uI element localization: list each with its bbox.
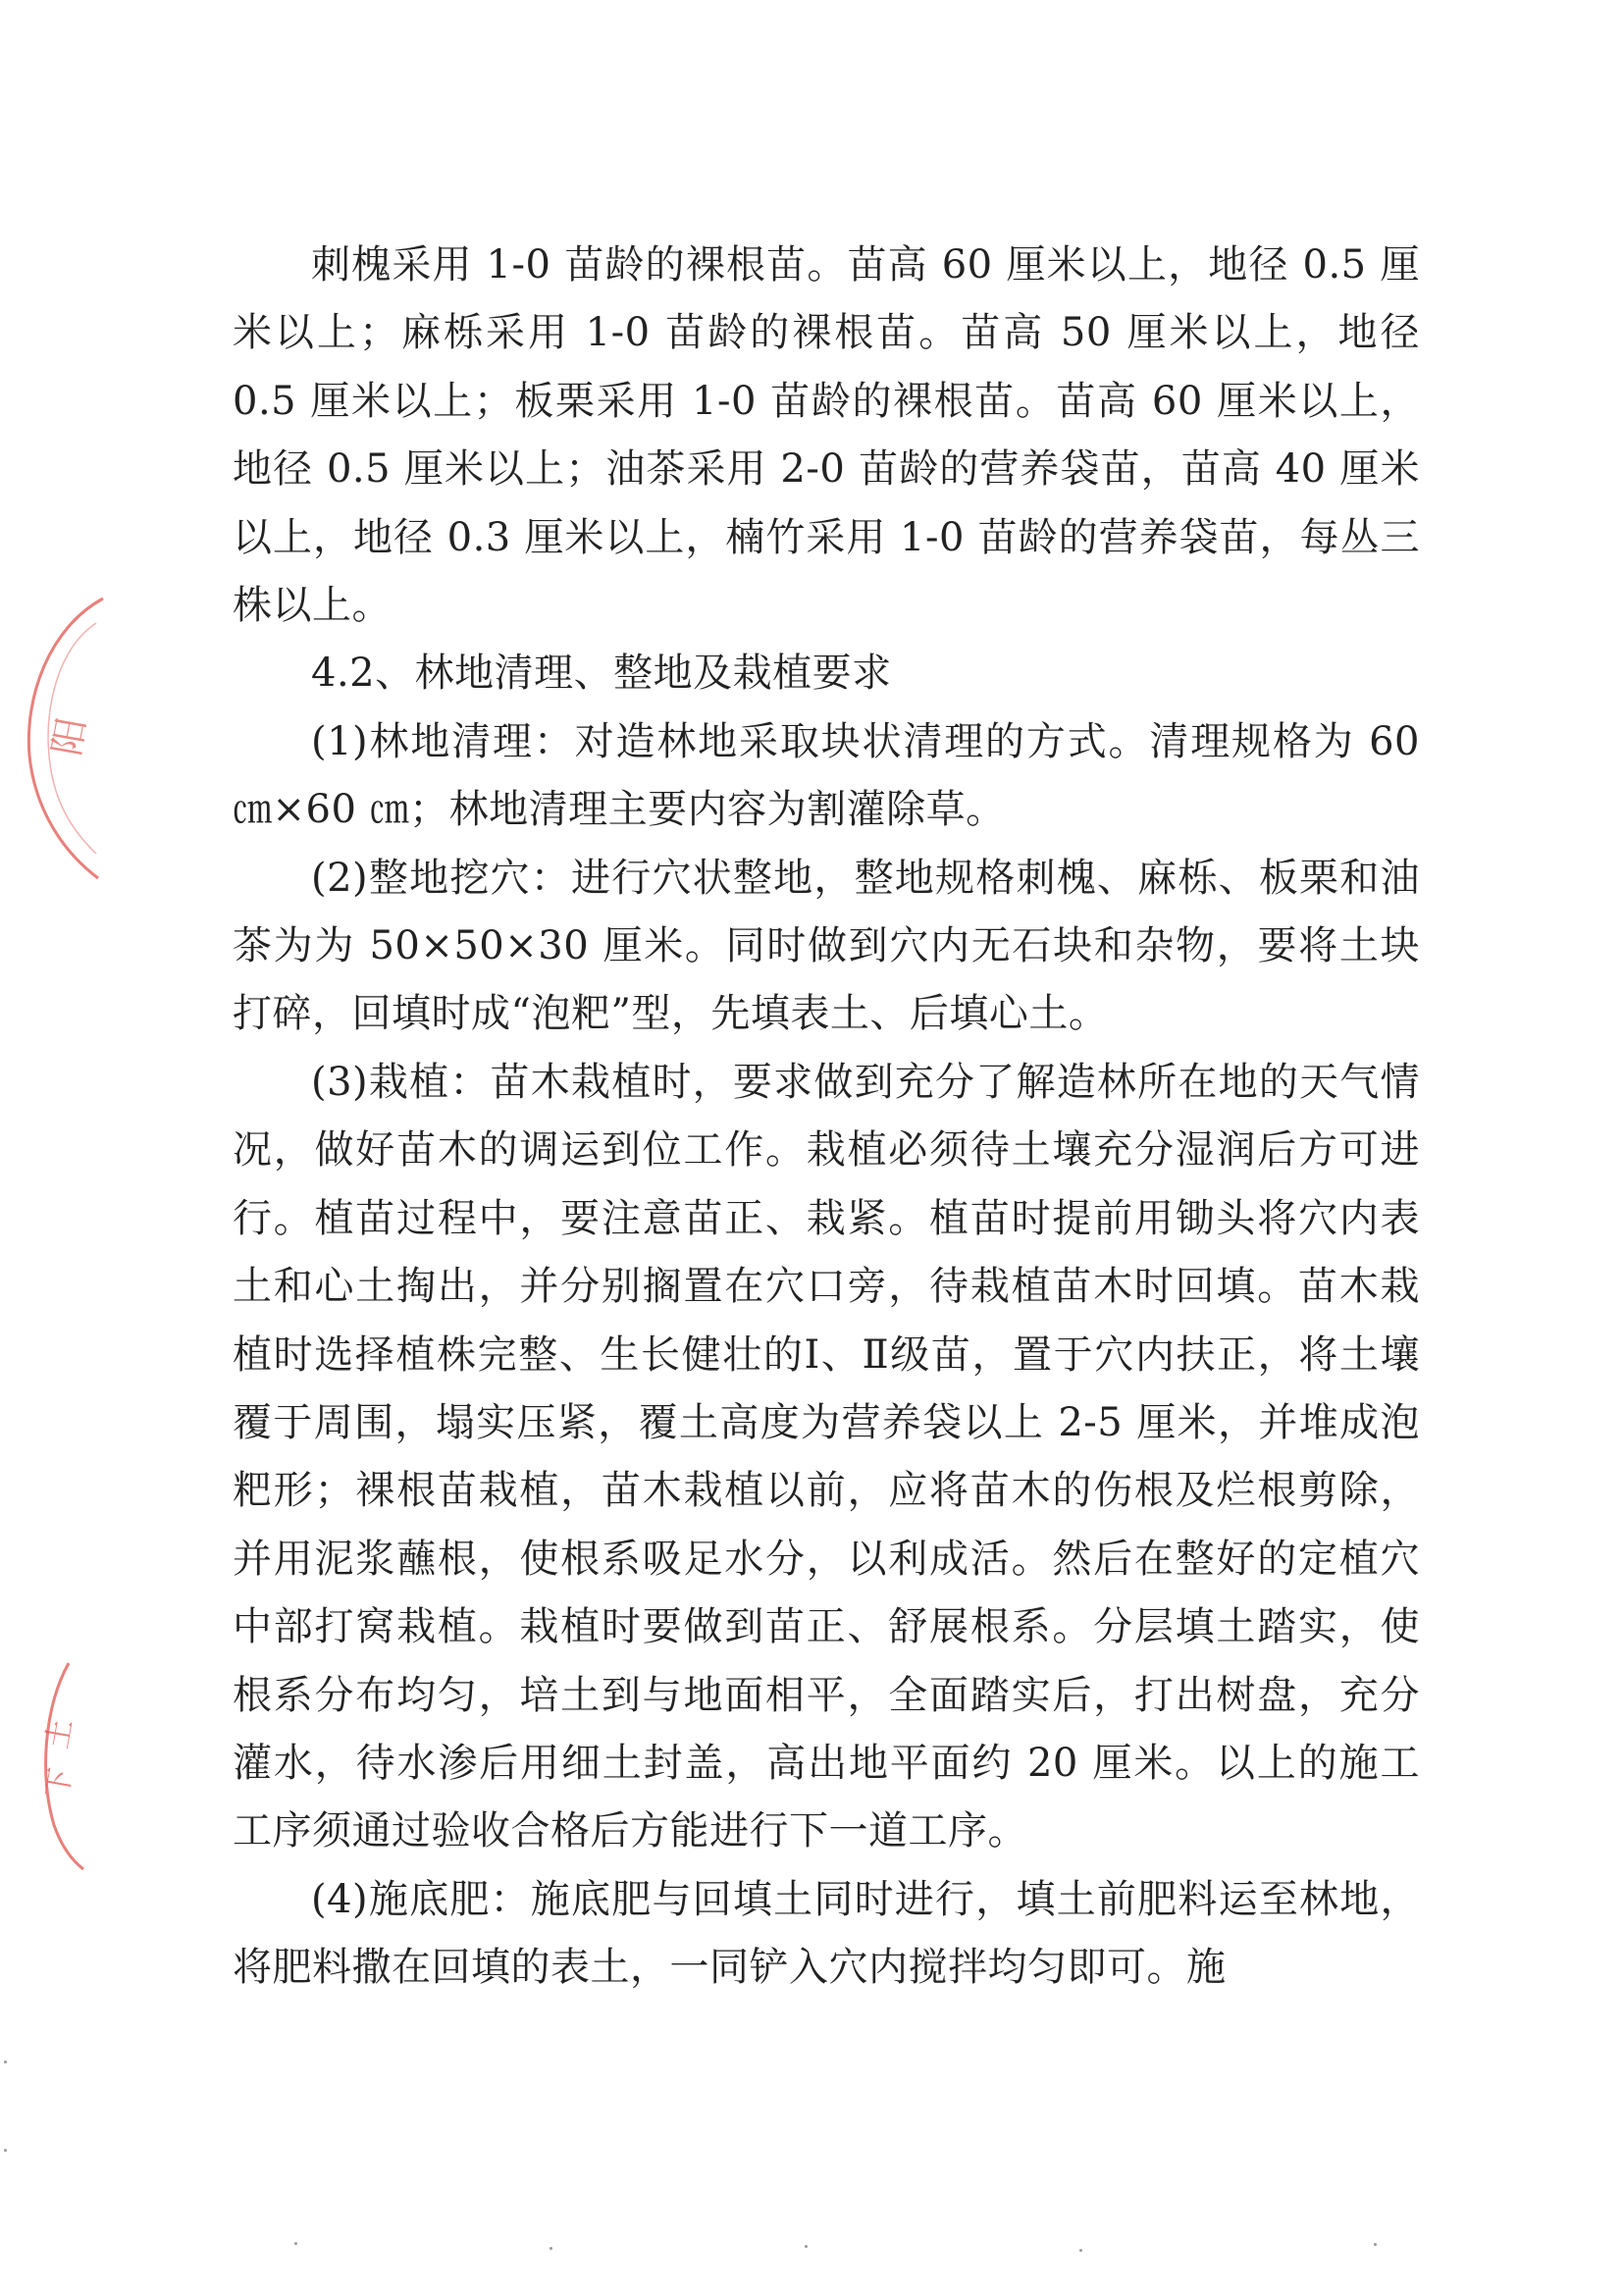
official-seal-fragment-bottom [29,1658,98,1874]
document-body [233,232,1420,2003]
scan-speck [4,2061,7,2063]
scan-speck [294,2242,297,2245]
paragraph-species-specs: 刺槐采用 1-0 苗龄的裸根苗。苗高 60 厘米以上，地径 0.5 厘米以上；麻栎采用 1-0 苗龄的裸根苗。苗高 50 厘米以上，地径 0.5 厘米以上；板栗采用 1-0 苗龄的裸根苗。苗高 60 厘米以上，地径 0.5 厘米以上；油茶采用 2-0 苗龄的营养袋苗，苗高 40 厘米以上，地径 0.3 厘米以上，楠竹采用 1-0 苗龄的营养袋苗，每丛三株以上。 [233,242,1420,629]
scan-speck [1079,2249,1082,2252]
paragraph-base-fertilizer: (4)施底肥：施底肥与回填土同时进行，填土前肥料运至林地，将肥料撒在回填的表土，一同铲入穴内搅拌均匀即可。施 [233,1876,1420,1991]
scan-speck [805,2245,808,2248]
scan-speck [550,2247,552,2250]
paragraph-land-clearing: (1)林地清理：对造林地采取块状清理的方式。清理规格为 60 ㎝×60 ㎝；林地清理主要内容为割灌除草。 [233,718,1420,833]
section-heading-4-2: 4.2、林地清理、整地及栽植要求 [311,651,892,697]
svg-text:土: 土 [40,1716,79,1752]
svg-text:阳: 阳 [44,714,94,759]
paragraph-land-preparation: (2)整地挖穴：进行穴状整地，整地规格刺槐、麻栎、板栗和油茶为为 50×50×30 厘米。同时做到穴内无石块和杂物，要将土块打碎，回填时成“泡粑”型，先填表土、后填心土。 [233,855,1420,1037]
svg-text:下: 下 [40,1765,79,1801]
scan-speck [1374,2243,1377,2246]
official-seal-fragment-top [10,589,108,883]
paragraph-planting: (3)栽植：苗木栽植时，要求做到充分了解造林所在地的天气情况，做好苗木的调运到位工作。栽植必须待土壤充分湿润后方可进行。植苗过程中，要注意苗正、栽紧。植苗时提前用锄头将穴内表土和心土掏出，并分别搁置在穴口旁，待栽植苗木时回填。苗木栽植时选择植株完整、生长健壮的Ⅰ、Ⅱ级苗，置于穴内扶正，将土壤覆于周围，塌实压紧，覆土高度为营养袋以上 2-5 厘米，并堆成泡粑形；裸根苗栽植，苗木栽植以前，应将苗木的伤根及烂根剪除，并用泥浆蘸根，使根系吸足水分，以利成活。然后在整好的定植穴中部打窝栽植。栽植时要做到苗正、舒展根系。分层填土踏实，使根系分布均匀，培土到与地面相平，全面踏实后，打出树盘，充分灌水，待水渗后用细土封盖，高出地平面约 20 厘米。以上的施工工序须通过验收合格后方能进行下一道工序。 [233,1059,1420,1854]
scan-speck [4,2149,7,2152]
